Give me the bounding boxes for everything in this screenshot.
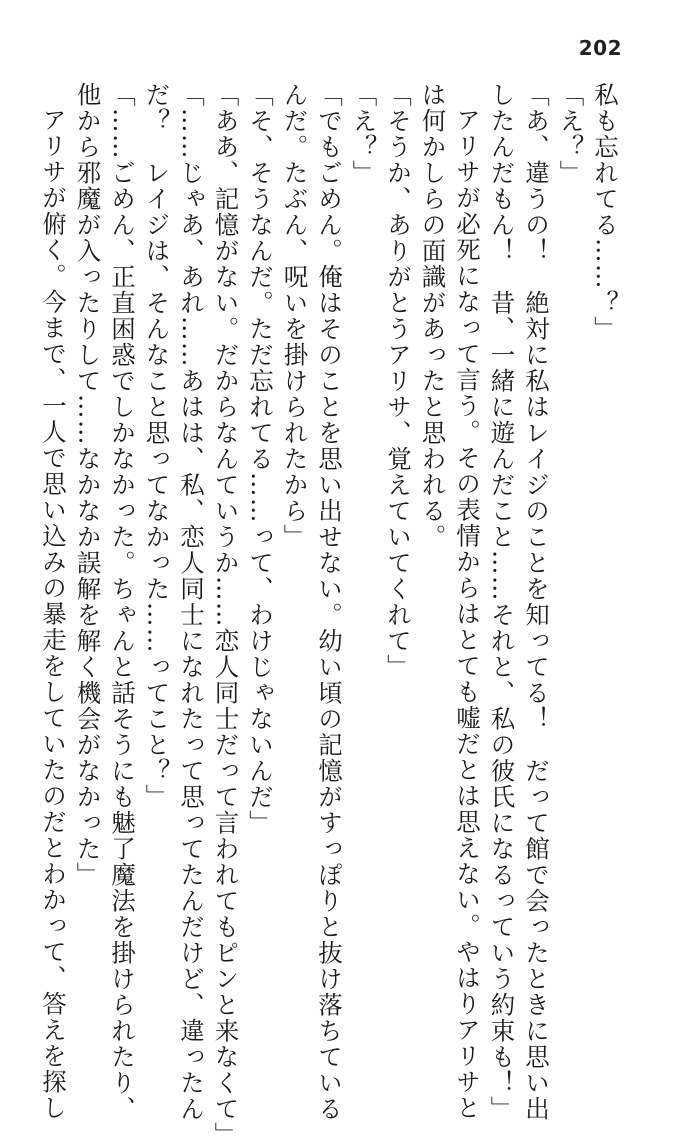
text-line: 「……じゃあ、あれ……あはは、私、恋人同士になれたって思ってたんだけど、違ったん bbox=[177, 82, 206, 1122]
text-line: 私も忘れてる……？」 bbox=[591, 82, 620, 342]
text-line: は何かしらの面識があったと思われる。 bbox=[418, 82, 448, 550]
text-line: アリサが必死になって言う。その表情からはとても嘘だとは思えない。やはりアリサと bbox=[453, 106, 482, 1121]
text-line: 「……ごめん、正直困惑でしかなかった。ちゃんと話そうにも魅了魔法を掛けられたり、 bbox=[108, 82, 137, 1122]
text-line: アリサが俯く。今まで、一人で思い込みの暴走をしていたのだとわかって、答えを探し bbox=[39, 106, 68, 1121]
text-line: 「え？」 bbox=[349, 82, 379, 186]
page-number: 202 bbox=[578, 36, 622, 60]
text-line: だ？ レイジは、そんなこと思ってなかった……ってこと？」 bbox=[142, 82, 172, 810]
text-line: 「え？」 bbox=[556, 82, 586, 186]
text-line: 「ああ、記憶がない。だからなんていうか……恋人同士だって言われてもピンと来なくて」 bbox=[211, 82, 241, 1148]
text-line: 他から邪魔が入ったりして……なかなか誤解を解く機会がなかった」 bbox=[73, 82, 103, 888]
text-line: んだ。たぶん、呪いを掛けられたから」 bbox=[280, 82, 310, 550]
text-line: 「でもごめん。俺はそのことを思い出せない。幼い頃の記憶がすっぽりと抜け落ちている bbox=[315, 82, 344, 1122]
text-line: 「そうか、ありがとうアリサ、覚えていてくれて」 bbox=[384, 82, 413, 680]
text-line: 「そ、そうなんだ。ただ忘れてる……って、わけじゃないんだ」 bbox=[246, 82, 275, 836]
body-text bbox=[39, 82, 622, 1148]
text-line: 「あ、違うの！ 絶対に私はレイジのことを知ってる！ だって館で会ったときに思い出 bbox=[522, 82, 551, 1122]
text-line: したんだもん！ 昔、一緒に遊んだこと……それと、私の彼氏になるっていう約束も！」 bbox=[487, 82, 517, 1122]
